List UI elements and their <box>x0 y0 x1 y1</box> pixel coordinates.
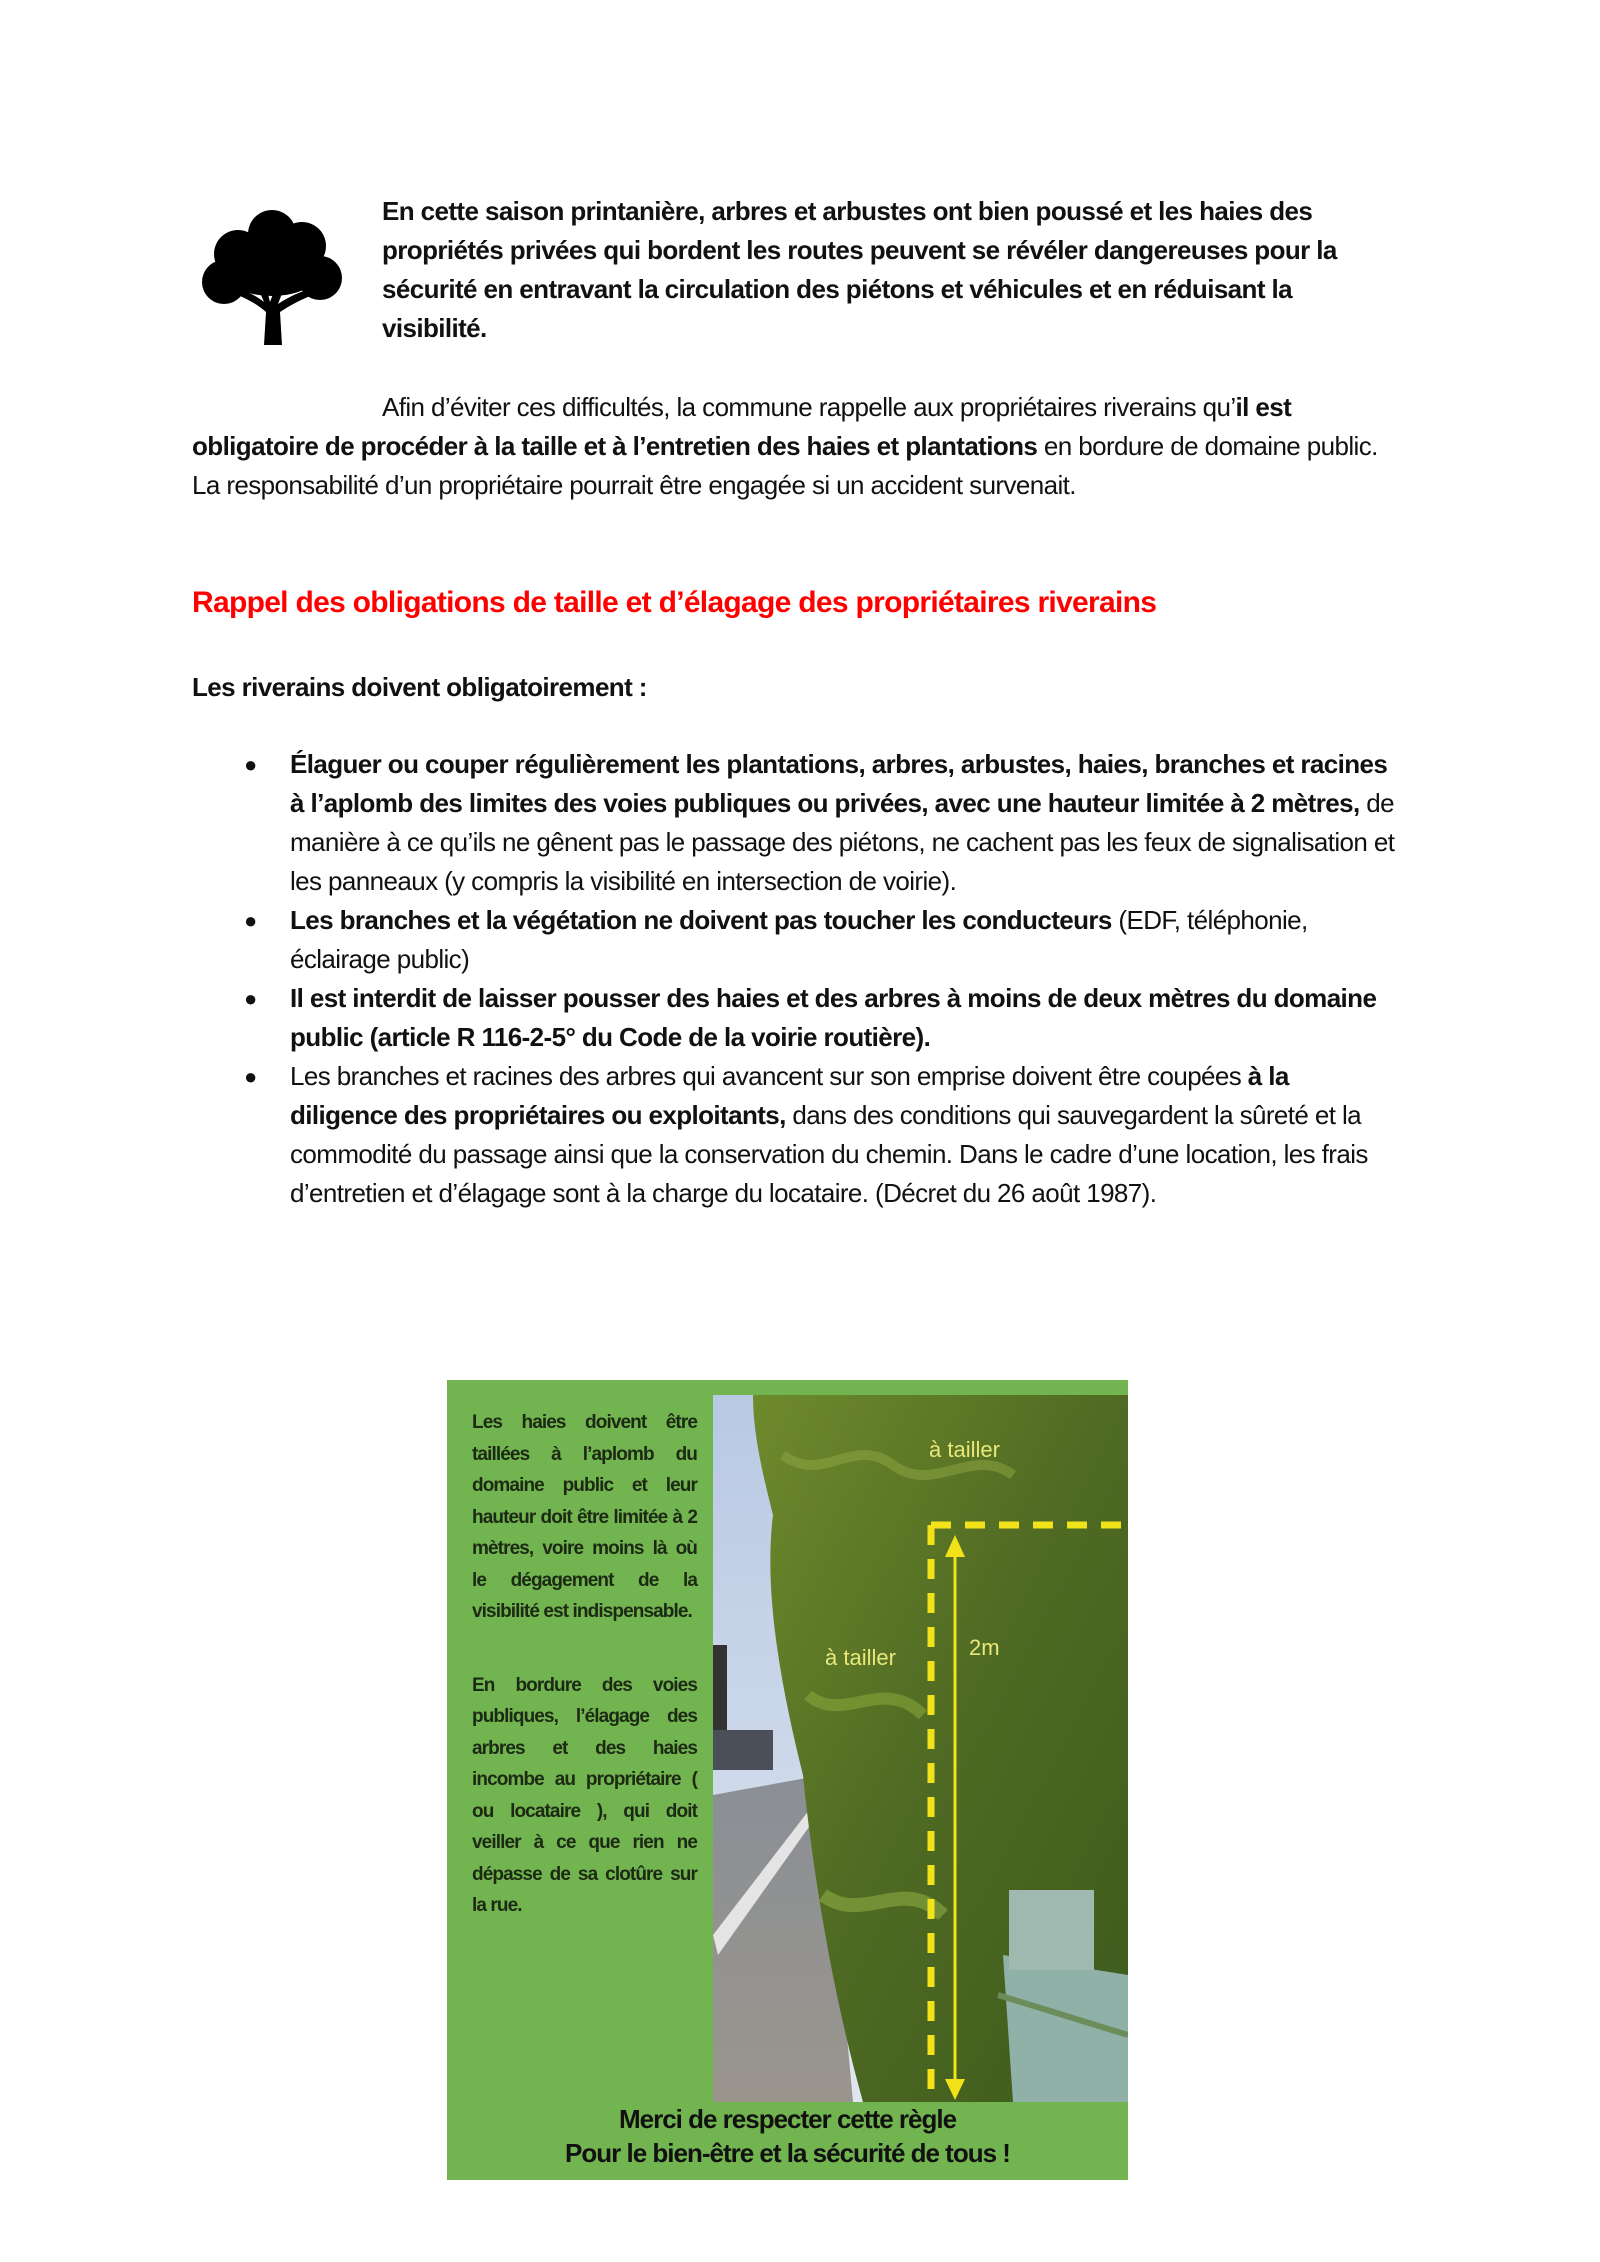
list-item <box>192 1057 1402 1213</box>
bullet-bold: à la diligence des propriétaires ou exploitants, <box>290 1061 1289 1130</box>
obligations-list <box>192 745 1402 1213</box>
reminder-text-1: Afin d’éviter ces difficultés, la commune rappelle aux propriétaires riverains qu’ <box>382 392 1236 422</box>
list-item <box>192 745 1402 901</box>
label-height: 2m <box>969 1635 1000 1660</box>
tree-icon <box>200 200 344 346</box>
intro-paragraph: En cette saison printanière, arbres et arbustes ont bien poussé et les haies des propriétés privées qui bordent les routes peuvent se révéler dangereuses pour la sécurité en entravant la circulation des piétons et véhicules et en réduisant la visibilité. <box>382 196 1337 343</box>
bullet-text: dans des conditions qui sauvegardent la sûreté et la commodité du passage ainsi que la conservation du chemin. Dans le cadre d’une location, les frais d’entretien et d’élagage sont à la charge du locataire. (Décret du 26 août 1987). <box>290 1100 1368 1208</box>
mailbox <box>1009 1890 1094 1970</box>
hedge-photo-illustration <box>713 1395 1128 2102</box>
bullet-icon: ● <box>244 752 257 777</box>
bullet-bold: Il est interdit de laisser pousser des haies et des arbres à moins de deux mètres du domaine public (article R 116-2-5° du Code de la voirie routière). <box>290 983 1377 1052</box>
poster-text-column <box>472 1407 697 1922</box>
bullet-text: (EDF, téléphonie, éclairage public) <box>290 905 1308 974</box>
bullet-bold: Élaguer ou couper régulièrement les plantations, arbres, arbustes, haies, branches et racines à l’aplomb des limites des voies publiques ou privées, avec une hauteur limitée à 2 mètres, <box>290 749 1388 818</box>
reminder-paragraph <box>192 388 1402 505</box>
bullet-text-pre: Les branches et racines des arbres qui avancent sur son emprise doivent être coupées <box>290 1061 1248 1091</box>
list-item <box>192 979 1402 1057</box>
poster-footer-line-2: Pour le bien-être et la sécurité de tous ! <box>565 2138 1010 2168</box>
poster-footer-line-1: Merci de respecter cette règle <box>618 2104 957 2134</box>
poster-text-block-1: Les haies doivent être taillées à l’aplomb du domaine public et leur hauteur doit être limitée à 2 mètres, voire moins là où le dégagement de la visibilité est indispensable. <box>472 1412 697 1622</box>
poster-text-block-2: En bordure des voies publiques, l’élagage des arbres et des haies incombe au propriétaire ( ou locataire ), qui doit veiller à ce que rien ne dépasse de sa clotûre sur la rue. <box>472 1674 697 1916</box>
bullet-bold: Les branches et la végétation ne doivent pas toucher les conducteurs <box>290 905 1112 935</box>
label-trim-top: à tailler <box>929 1437 1000 1462</box>
bullet-icon: ● <box>244 1064 257 1089</box>
reminder-text-2: en bordure de domaine public. La responsabilité d’un propriétaire pourrait être engagée si un accident survenait. <box>192 431 1378 500</box>
bullet-text: de manière à ce qu’ils ne gênent pas le passage des piétons, ne cachent pas les feux de signalisation et les panneaux (y compris la visibilité en intersection de voirie). <box>290 788 1395 896</box>
poster-footer <box>447 2102 1128 2170</box>
reminder-text-bold: il est obligatoire de procéder à la taille et à l’entretien des haies et plantations <box>192 392 1292 461</box>
bullet-icon: ● <box>244 986 257 1011</box>
label-trim-side: à tailler <box>825 1645 896 1670</box>
list-item <box>192 901 1402 979</box>
hedge-poster <box>447 1380 1128 2180</box>
section-heading: Rappel des obligations de taille et d’élagage des propriétaires riverains <box>192 586 1157 619</box>
hedge-photo <box>713 1395 1128 2102</box>
obligations-lead: Les riverains doivent obligatoirement : <box>192 672 647 702</box>
bullet-icon: ● <box>244 908 257 933</box>
